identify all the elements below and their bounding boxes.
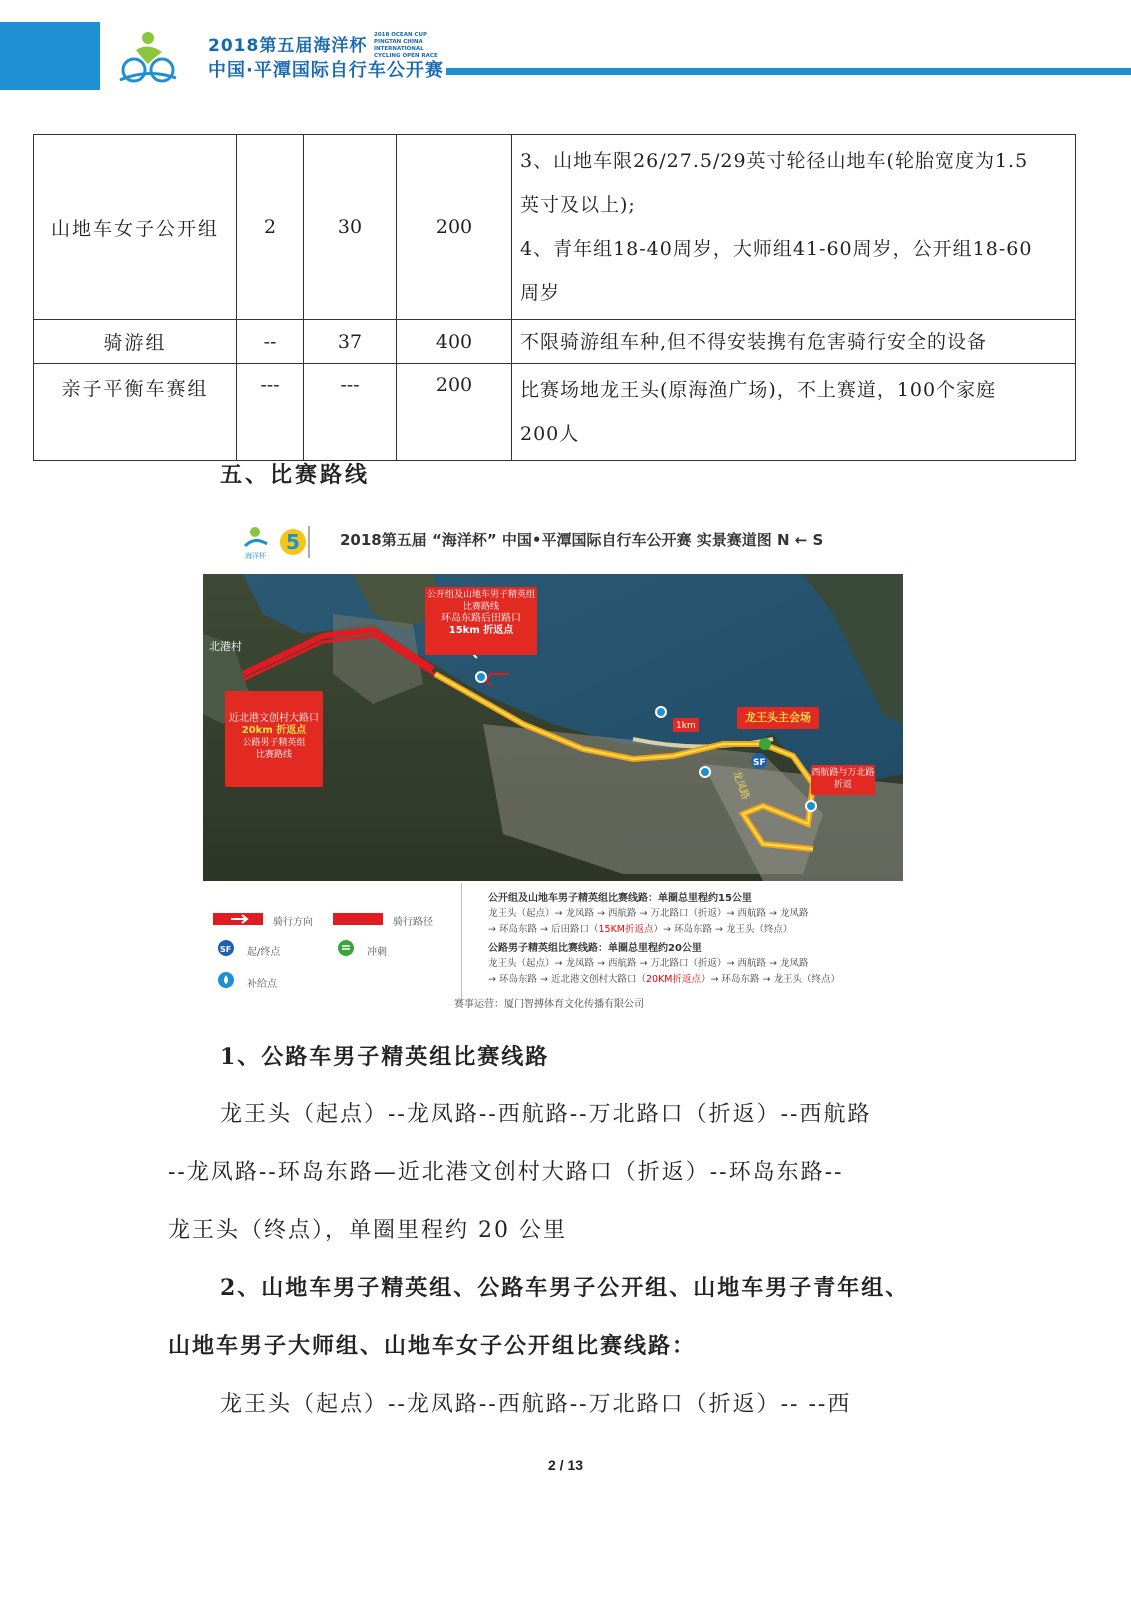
callout-15km-turnaround: 公开组及山地车男子精英组 比赛路线 环岛东路后田路口 15km 折返点 <box>425 587 537 655</box>
svg-text:5: 5 <box>286 530 300 554</box>
route-2-line1: 龙王头（起点）--龙凤路--西航路--万北路口（折返）-- --西 <box>220 1392 852 1417</box>
supply-point-icon <box>699 766 711 778</box>
header-title-line1: 2018第五届海洋杯 <box>208 36 368 56</box>
route-1-line1: 龙王头（起点）--龙凤路--西航路--万北路口（折返）--西航路 <box>220 1102 872 1127</box>
header-rule <box>446 68 1131 75</box>
sprint-icon <box>759 738 771 750</box>
table-cell-notes: 比赛场地龙王头(原海渔广场)，不上赛道，100个家庭 200人 <box>512 364 1076 461</box>
callout-20km-turnaround: 近北港文创村大路口 20km 折返点 公路男子精英组 比赛路线 <box>225 691 323 787</box>
header-english-title: 2018 OCEAN CUP PINGTAN CHINA INTERNATIONAL CYCLING OPEN RACE <box>374 32 438 59</box>
group-table <box>33 134 1076 461</box>
map-legend <box>203 883 903 1012</box>
event-logo-icon <box>241 522 311 562</box>
start-finish-icon <box>751 753 767 769</box>
svg-text:1km: 1km <box>676 721 696 731</box>
table-cell: --- <box>304 364 397 461</box>
sprint-icon <box>337 939 355 957</box>
table-row <box>34 320 1076 364</box>
page-number: 2 / 13 <box>547 1457 584 1473</box>
table-cell: 400 <box>397 320 512 364</box>
route-map-figure <box>203 517 903 1012</box>
figure-credit: 赛事运营：厦门智搏体育文化传播有限公司 <box>454 999 644 1010</box>
svg-text:龙凤路: 龙凤路 <box>730 769 751 802</box>
table-cell-group: 亲子平衡车赛组 <box>34 364 237 461</box>
table-cell: 200 <box>397 135 512 320</box>
table-cell: --- <box>237 364 304 461</box>
route-1-line3: 龙王头（终点），单圈里程约 20 公里 <box>168 1218 567 1243</box>
cyclist-logo-icon <box>118 28 178 86</box>
route-2-title-line1: 2、山地车男子精英组、公路车男子公开组、山地车男子青年组、 <box>220 1275 910 1301</box>
supply-point-icon <box>655 706 667 718</box>
callout-xihang-turnaround: 西航路与万北路 折返 <box>811 765 875 795</box>
legend-supply-label: 补给点 <box>247 979 277 990</box>
svg-text:SF: SF <box>220 945 232 954</box>
figure-title: 2018第五届 “海洋杯” 中国•平潭国际自行车公开赛 实景赛道图 N ← S <box>340 531 824 549</box>
legend-start-finish-label: 起/终点 <box>247 947 281 958</box>
svg-text:SF: SF <box>753 758 766 768</box>
direction-arrow-icon <box>213 913 263 925</box>
section-title: 五、比赛路线 <box>220 462 371 488</box>
svg-text:海洋杯: 海洋杯 <box>245 552 266 560</box>
table-row <box>34 135 1076 320</box>
table-cell: 37 <box>304 320 397 364</box>
header-accent-block <box>0 22 100 90</box>
callout-main-venue: 龙王头主会场 <box>737 707 819 729</box>
route-1-line2: --龙凤路--环岛东路—近北港文创村大路口（折返）--环岛东路-- <box>168 1160 844 1185</box>
table-cell: -- <box>237 320 304 364</box>
route-1-title: 1、公路车男子精英组比赛线路 <box>220 1044 550 1070</box>
legend-direction-label: 骑行方向 <box>273 917 313 928</box>
header-title-line2: 中国·平潭国际自行车公开赛 <box>208 60 444 81</box>
table-cell-notes: 3、山地车限26/27.5/29英寸轮径山地车(轮胎宽度为1.5 英寸及以上); 4、青年组18-40周岁，大师组41-60周岁，公开组18-60 周岁 <box>512 135 1076 320</box>
supply-point-icon <box>475 671 487 683</box>
route-description-panel: 公开组及山地车男子精英组比赛线路：单圈总里程约15公里 龙王头（起点）→ 龙凤路 → 西航路 → 万北路口（折返）→ 西航路 → 龙凤路 → 环岛东路 → 后田路口（15KM折返点）→ 环岛东路 → 龙王头（终点） 公路男子精英组比赛线路：单圈总里程约20公里 龙王头（起点）→ 龙凤路 → 西航路 → 万北路口（折返）→ 西航路 → 龙凤路 → 环岛东路 → 近北港文创村大路口（20KM折返点）→ 环岛东路 → 龙王头（终点） <box>461 883 902 1001</box>
table-cell: 2 <box>237 135 304 320</box>
svg-text:北港村: 北港村 <box>209 640 242 653</box>
legend-sprint-label: 冲刺 <box>367 947 387 958</box>
supply-point-icon <box>217 971 235 989</box>
table-cell-notes: 不限骑游组车种,但不得安装携有危害骑行安全的设备 <box>512 320 1076 364</box>
table-cell: 30 <box>304 135 397 320</box>
route-swatch-icon <box>333 913 383 925</box>
legend-route-label: 骑行路径 <box>393 917 433 928</box>
table-row <box>34 364 1076 461</box>
table-cell-group: 骑游组 <box>34 320 237 364</box>
start-finish-icon <box>217 939 235 957</box>
table-cell-group: 山地车女子公开组 <box>34 135 237 320</box>
supply-point-icon <box>805 800 817 812</box>
route-2-title-line2: 山地车男子大师组、山地车女子公开组比赛线路： <box>168 1333 697 1359</box>
table-cell: 200 <box>397 364 512 461</box>
